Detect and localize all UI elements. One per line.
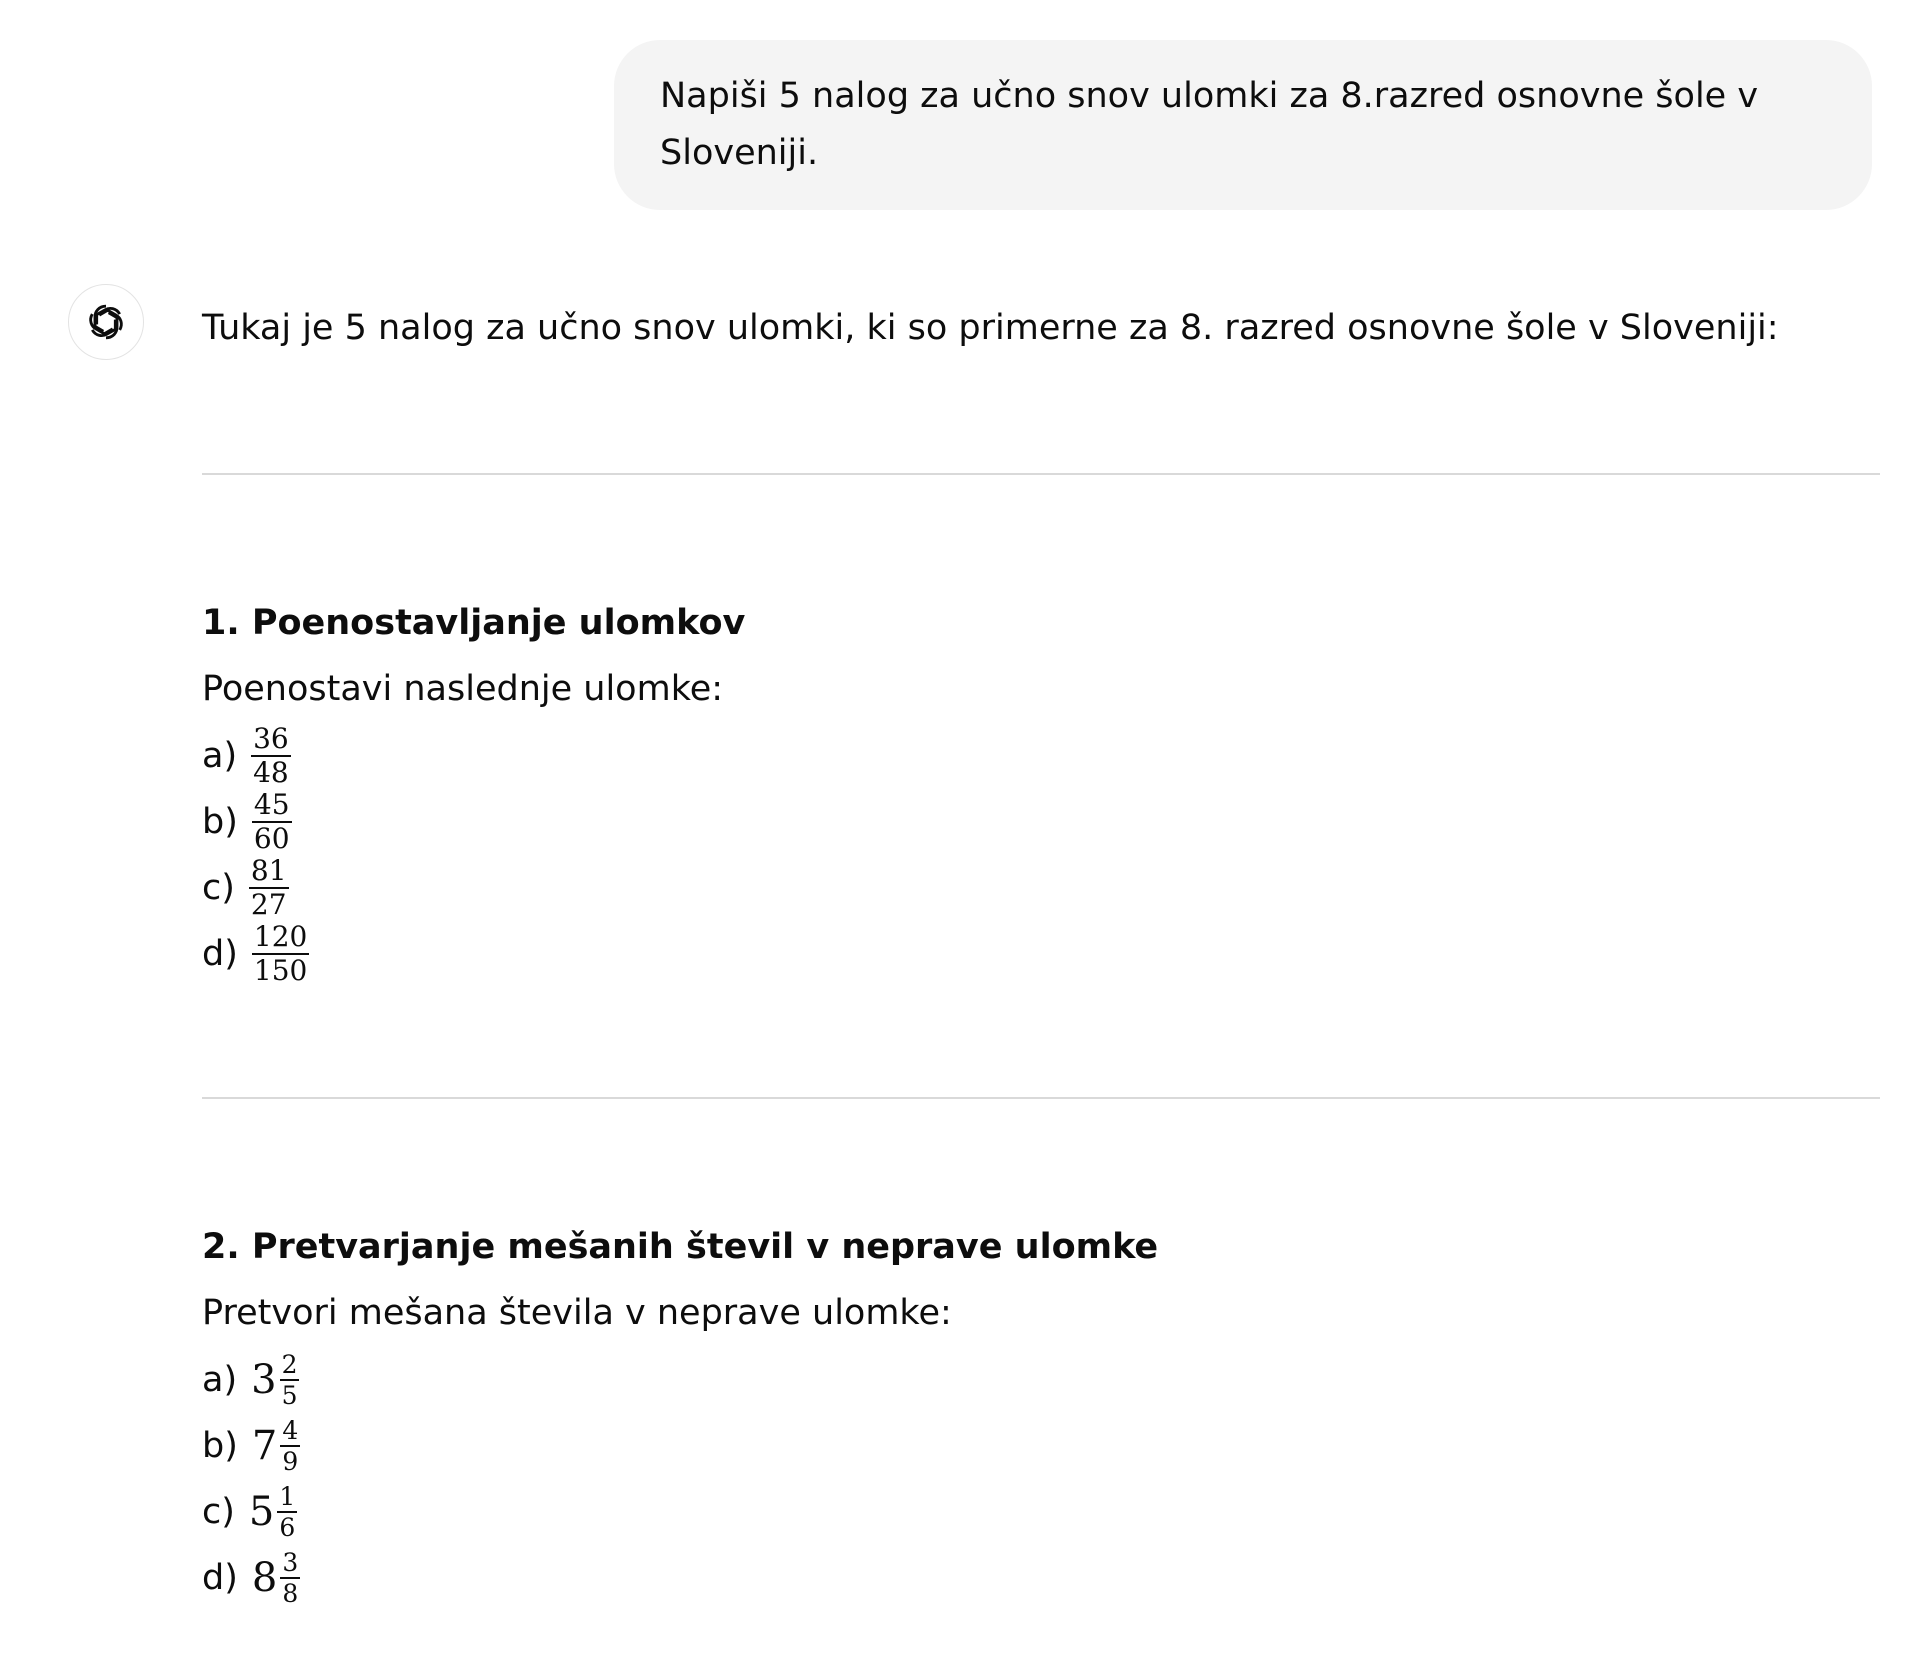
whole-part: 8 (251, 1555, 278, 1601)
item-label: c) (202, 1492, 235, 1532)
fraction (277, 1483, 297, 1541)
numerator: 45 (253, 788, 290, 821)
numerator: 81 (250, 854, 287, 887)
denominator: 48 (253, 756, 289, 789)
task-1-item-a (202, 723, 291, 789)
item-label: d) (202, 1558, 238, 1598)
fraction (280, 1351, 300, 1409)
user-message-text: Napiši 5 nalog za učno snov ulomki za 8.razred osnovne šole v Sloveniji. (660, 76, 1759, 173)
denominator: 9 (282, 1447, 299, 1476)
fraction (252, 790, 292, 854)
task-1-title: 1. Poenostavljanje ulomkov (202, 603, 746, 643)
numerator: 4 (282, 1416, 299, 1445)
divider (202, 473, 1880, 475)
task-1-item-b (202, 789, 292, 855)
task-2-item-c (202, 1479, 297, 1545)
task-1-description: Poenostavi naslednje ulomke: (202, 669, 724, 709)
user-message-bubble (614, 40, 1872, 210)
fraction (280, 1549, 300, 1607)
mixed-number (251, 1351, 299, 1409)
assistant-intro: Tukaj je 5 nalog za učno snov ulomki, ki so primerne za 8. razred osnovne šole v Sloveniji: (202, 308, 1779, 348)
item-label: c) (202, 868, 235, 908)
mixed-number (252, 1417, 300, 1475)
denominator: 27 (250, 888, 287, 921)
mixed-number (252, 1549, 300, 1607)
task-2-description: Pretvori mešana števila v neprave ulomke: (202, 1293, 952, 1333)
numerator: 2 (281, 1350, 298, 1379)
item-label: d) (202, 934, 238, 974)
divider (202, 1097, 1880, 1099)
openai-logo-icon (84, 300, 128, 344)
task-1-item-c (202, 855, 289, 921)
task-2-item-a (202, 1347, 299, 1413)
whole-part: 5 (248, 1489, 275, 1535)
numerator: 120 (253, 920, 308, 953)
fraction (252, 922, 309, 986)
whole-part: 3 (251, 1357, 277, 1403)
denominator: 150 (253, 954, 308, 987)
numerator: 1 (279, 1482, 296, 1511)
mixed-number (249, 1483, 297, 1541)
task-2-title: 2. Pretvarjanje mešanih števil v neprave ulomke (202, 1227, 1159, 1267)
whole-part: 7 (251, 1423, 278, 1469)
task-2-item-d (202, 1545, 300, 1611)
denominator: 5 (281, 1381, 298, 1410)
denominator: 6 (279, 1513, 296, 1542)
fraction (249, 856, 289, 920)
denominator: 60 (253, 822, 290, 855)
task-2-item-b (202, 1413, 300, 1479)
item-label: a) (202, 736, 238, 776)
fraction (251, 724, 291, 788)
numerator: 36 (253, 722, 289, 755)
item-label: b) (202, 1426, 238, 1466)
item-label: b) (202, 802, 238, 842)
item-label: a) (202, 1360, 238, 1400)
assistant-avatar (68, 284, 144, 360)
denominator: 8 (282, 1579, 299, 1608)
fraction (280, 1417, 300, 1475)
numerator: 3 (282, 1548, 299, 1577)
task-1-item-d (202, 921, 309, 987)
